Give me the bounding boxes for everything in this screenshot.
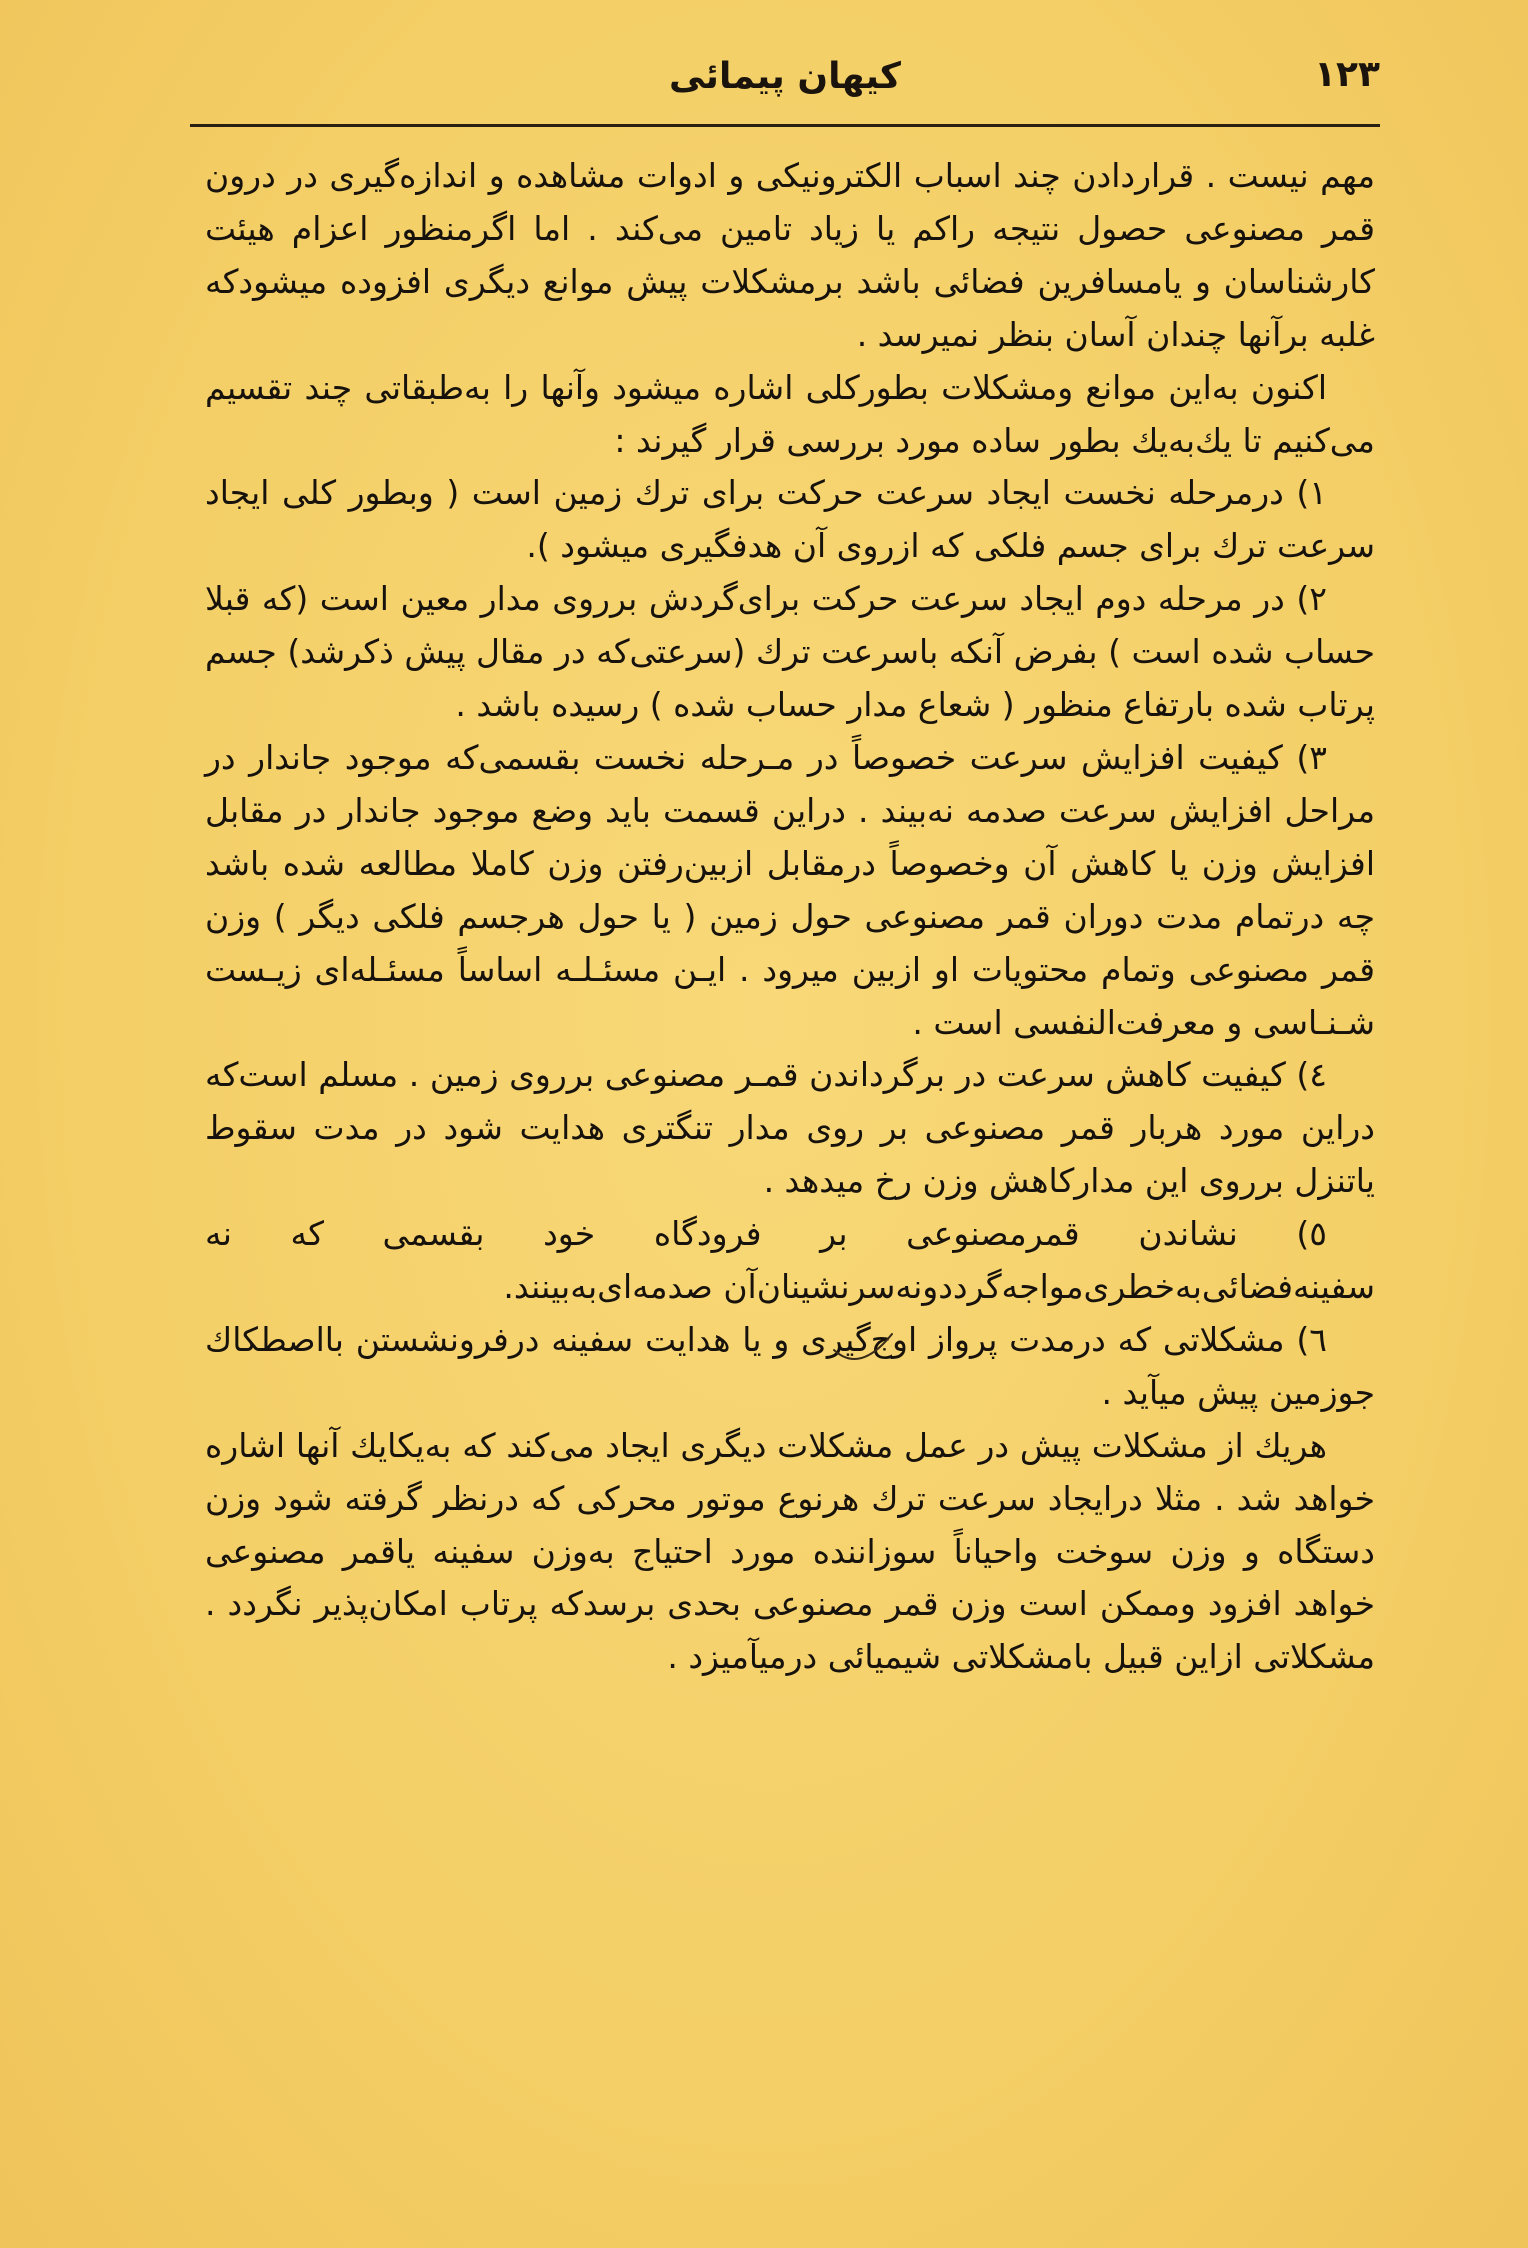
list-item-3: ۳) کیفیت افزایش سرعت خصوصاً در مـرحله نخست بقسمی‌که موجود جاندار در مراحل افزایش سرعت صدمه نه‌بیند . دراین قسمت باید وضع موجود جاندار در مقابل افزایش وزن یا کاهش آن وخصوصاً درمقابل ازبین‌رفتن وزن کاملا مطالعه شده باشد چه درتمام مدت دوران قمر مصنوعی حول زمین ( یا حول هرجسم فلکی دیگر ) وزن قمر مصنوعی وتمام محتویات او ازبین میرود . ایـن مسئـلـه اساساً مسئـله‌ای زیـست شـنـاسی و معرفت‌النفسی است . (205, 737, 1375, 1042)
running-title: کیهان پیمائی (669, 56, 901, 97)
paragraph: مهم نیست . قراردادن چند اسباب الکترونیکی و ادوات مشاهده و اندازه‌گیری در درون قمر مصنوعی حصول نتیجه راکم یا زیاد تامین می‌کند . اما اگرمنظور اعزام هیئت کارشناسان و یامسافرین فضائی باشد برمشکلات پیش موانع دیگری افزوده میشودکه غلبه برآنها چندان آسان بنظر نمیرسد . (205, 156, 1375, 354)
pencil-mark (830, 1330, 900, 1374)
list-item-1: ۱) درمرحله نخست ایجاد سرعت حرکت برای ترك زمین است ( وبطور کلی ایجاد سرعت ترك برای جسم فلکی که ازروی آن هدفگیری میشود ). (205, 473, 1375, 566)
list-item-6: ٦) مشکلاتی که درمدت پرواز اوج‌گیری و یا هدایت سفینه درفرونشستن بااصطکاك جوزمین پیش میآید . (205, 1319, 1375, 1412)
page-number: ۱۲۳ (1314, 54, 1380, 95)
header-rule (190, 124, 1380, 127)
page-header (190, 52, 1380, 112)
list-item-5: ٥) نشاندن قمرمصنوعی بر فرودگاه خود بقسمی که نه سفینه‌فضائی‌به‌خطری‌مواجه‌گرددونه‌سرنشینان‌آن صدمه‌ای‌به‌بینند. (205, 1214, 1375, 1307)
paragraph: اکنون به‌این موانع ومشکلات بطورکلی اشاره میشود وآنها را به‌طبقاتی چند تقسیم می‌کنیم تا یك‌به‌یك بطور ساده مورد بررسی قرار گیرند : (205, 367, 1375, 460)
list-item-2: ۲) در مرحله دوم ایجاد سرعت حرکت برای‌گردش برروی مدار معین است (که قبلا حساب شده است ) بفرض آنکه باسرعت ترك (سرعتی‌که در مقال پیش ذکرشد) جسم پرتاب شده بارتفاع منظور ( شعاع مدار حساب شده ) رسیده باشد . (205, 579, 1375, 725)
paragraph: هریك از مشکلات پیش در عمل مشکلات دیگری ایجاد می‌کند که به‌یکایك آنها اشاره خواهد شد . مثلا درایجاد سرعت ترك هرنوع موتور محرکی که درنظر گرفته شود وزن دستگاه و وزن سوخت واحیاناً سوزاننده مورد احتیاج به‌وزن سفینه یاقمر مصنوعی خواهد افزود وممکن است وزن قمر مصنوعی بحدی برسدکه پرتاب امکان‌پذیر نگردد . مشکلاتی ازاین قبیل بامشکلاتی شیمیائی درمیآمیزد . (205, 1425, 1375, 1677)
body-text (205, 150, 1375, 1684)
list-item-4: ٤) کیفیت کاهش سرعت در برگرداندن قمـر مصنوعی برروی زمین . مسلم است‌که دراین مورد هربار قمر مصنوعی بر روی مدار تنگتری هدایت شود در مدت سقوط یاتنزل برروی این مدارکاهش وزن رخ میدهد . (205, 1055, 1375, 1201)
